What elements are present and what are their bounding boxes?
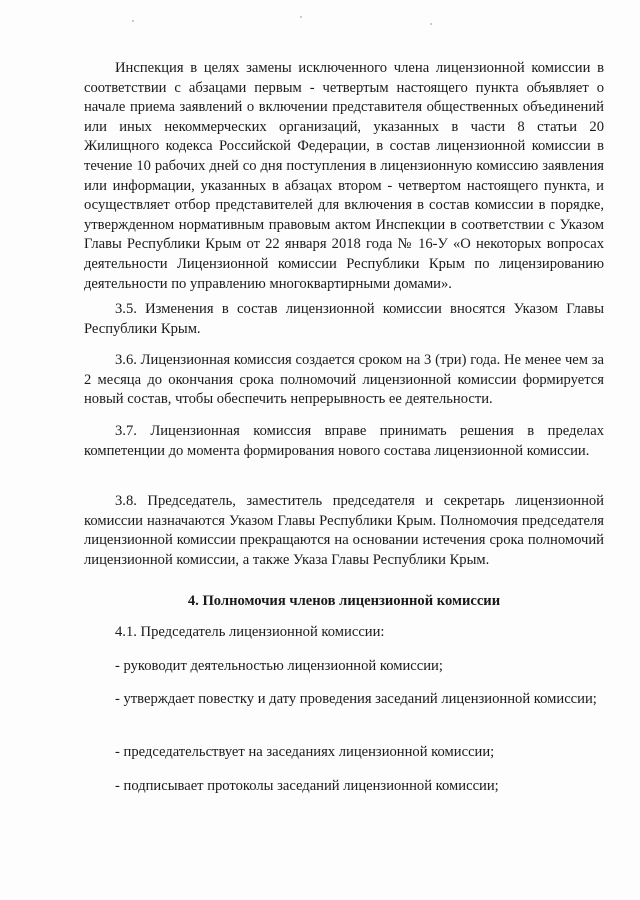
- paragraph-3-6: 3.6. Лицензионная комиссия создается сроком на 3 (три) года. Не менее чем за 2 месяца до окончания срока полномочий лицензионной комиссии формируется новый состав, чтобы обеспечить непрерывность ее деятельности.: [84, 352, 604, 408]
- list-item: - председательствует на заседаниях лицензионной комиссии;: [115, 744, 495, 760]
- scan-speck: [430, 23, 432, 25]
- paragraph-3-7: 3.7. Лицензионная комиссия вправе принимать решения в пределах компетенции до момента формирования нового состава лицензионной комиссии.: [84, 423, 604, 459]
- list-item: - руководит деятельностью лицензионной комиссии;: [115, 658, 443, 674]
- paragraph-3-8: 3.8. Председатель, заместитель председателя и секретарь лицензионной комиссии назначаются Указом Главы Республики Крым. Полномочия председателя лицензионной комиссии прекращаются на основании истечения срока полномочий лицензионной комиссии, а также Указа Главы Республики Крым.: [84, 493, 604, 568]
- scan-speck: [132, 20, 134, 22]
- paragraph-3-5: 3.5. Изменения в состав лицензионной комиссии вносятся Указом Главы Республики Крым.: [84, 301, 604, 337]
- scan-speck: [300, 16, 302, 18]
- paragraph-4-1: 4.1. Председатель лицензионной комиссии:: [115, 624, 385, 640]
- list-item: - подписывает протоколы заседаний лицензионной комиссии;: [115, 778, 499, 794]
- list-item: - утверждает повестку и дату проведения заседаний лицензионной комиссии;: [115, 691, 597, 707]
- paragraph-inspection-replacement: Инспекция в целях замены исключенного члена лицензионной комиссии в соответствии с абзацами первым - четвертым настоящего пункта объявляет о начале приема заявлений о включении представителя общественных объединений или иных некоммерческих организаций, указанных в части 8 статьи 20 Жилищного кодекса Российской Федерации, в состав лицензионной комиссии в течение 10 рабочих дней со дня поступления в лицензионную комиссию заявления или информации, указанных в абзацах втором - четвертом настоящего пункта, и осуществляет отбор представителей для включения в состав комиссии в порядке, утвержденном нормативным правовым актом Инспекции в соответствии с Указом Главы Республики Крым от 22 января 2018 года № 16-У «О некоторых вопросах деятельности Лицензионной комиссии Республики Крым по лицензированию деятельности по управлению многоквартирными домами».: [84, 60, 604, 292]
- section-4-heading: 4. Полномочия членов лицензионной комиссии: [187, 593, 501, 609]
